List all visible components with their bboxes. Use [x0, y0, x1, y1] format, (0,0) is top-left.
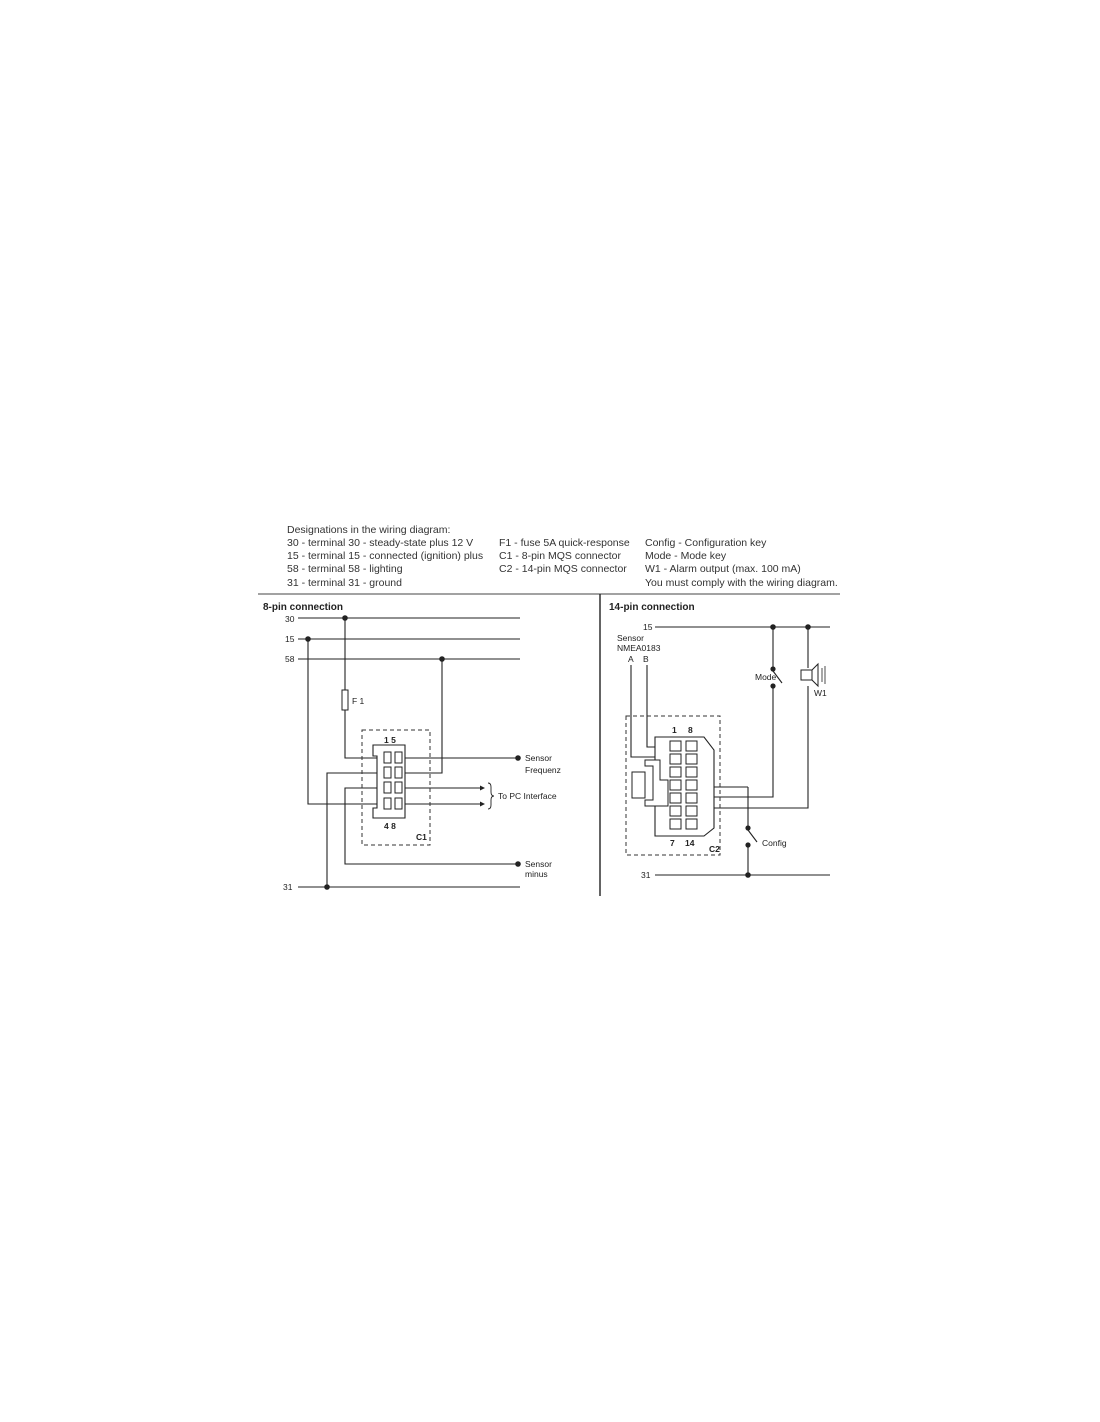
arrow-icon: [480, 786, 485, 791]
switch-contact: [745, 825, 750, 830]
pin: [395, 782, 402, 793]
sensor-frequenz-terminal: [515, 755, 521, 761]
legend-item: 31 - terminal 31 - ground: [287, 576, 402, 589]
legend-item: Config - Configuration key: [645, 537, 767, 549]
pin: [395, 767, 402, 778]
pin: [395, 798, 402, 809]
switch-contact: [770, 683, 775, 688]
w1-label: W1: [814, 688, 827, 698]
switch-contact: [770, 666, 775, 671]
legend-item: 30 - terminal 30 - steady-state plus 12 V: [287, 537, 474, 549]
left-terminal-58: 58: [285, 654, 295, 664]
sensor-pin-a: A: [628, 654, 634, 664]
legend-item: C2 - 14-pin MQS connector: [499, 563, 627, 576]
pin: [686, 806, 697, 816]
arrow-icon: [480, 802, 485, 807]
fuse-icon: [342, 690, 348, 710]
pin: [670, 780, 681, 790]
c2-pin-1: 1: [672, 725, 677, 735]
pin: [670, 793, 681, 803]
connector-c2-tab: [632, 772, 645, 798]
pin: [670, 767, 681, 777]
legend-title: Designations in the wiring diagram:: [287, 524, 451, 536]
connector-c2-label: C2: [709, 844, 720, 854]
c2-pin-8: 8: [688, 725, 693, 735]
pc-interface-label: To PC Interface: [498, 791, 557, 801]
legend-item: 58 - terminal 58 - lighting: [287, 563, 403, 576]
c1-pin-numbers-bottom: 4 8: [384, 821, 396, 831]
pin: [384, 782, 391, 793]
pin: [686, 767, 697, 777]
config-label: Config: [762, 838, 787, 848]
pin: [686, 780, 697, 790]
legend-item: C1 - 8-pin MQS connector: [499, 550, 621, 563]
left-heading: 8-pin connection: [263, 602, 343, 613]
left-terminal-31: 31: [283, 882, 293, 892]
sensor-frequenz-label-2: Frequenz: [525, 765, 561, 775]
legend-item: 15 - terminal 15 - connected (ignition) plus: [287, 550, 484, 563]
legend-item: F1 - fuse 5A quick-response: [499, 537, 630, 549]
pin: [686, 793, 697, 803]
sensor-minus-terminal: [515, 861, 521, 867]
pin: [384, 798, 391, 809]
left-terminal-15: 15: [285, 634, 295, 644]
pin: [670, 819, 681, 829]
pin: [686, 741, 697, 751]
connector-c1-label: C1: [416, 832, 427, 842]
pin: [670, 754, 681, 764]
sensor-frequenz-label-1: Sensor: [525, 753, 552, 763]
pin: [395, 752, 402, 763]
pin: [686, 819, 697, 829]
eight-pin-diagram: [263, 602, 561, 892]
right-heading: 14-pin connection: [609, 602, 695, 613]
sensor-label-2: NMEA0183: [617, 643, 661, 653]
legend-item: Mode - Mode key: [645, 550, 727, 563]
legend-item: W1 - Alarm output (max. 100 mA): [645, 563, 801, 576]
pin: [384, 752, 391, 763]
wire-sensor-a: [631, 665, 655, 757]
legend-item: You must comply with the wiring diagram.: [645, 576, 838, 589]
wire-sensor-b: [647, 665, 670, 747]
brace-icon: [488, 783, 494, 809]
c2-pin-7: 7: [670, 838, 675, 848]
right-terminal-31: 31: [641, 870, 651, 880]
pin: [686, 754, 697, 764]
wire-58-pin2: [400, 659, 442, 773]
sensor-label-1: Sensor: [617, 633, 644, 643]
right-terminal-15: 15: [643, 622, 653, 632]
pin: [384, 767, 391, 778]
switch-contact: [745, 842, 750, 847]
wire-15-pin4: [308, 639, 385, 804]
c2-pin-14: 14: [685, 838, 695, 848]
wire-31-pin2: [327, 773, 385, 887]
c1-pin-numbers-top: 1 5: [384, 735, 396, 745]
switch-icon: [748, 830, 757, 842]
left-terminal-30: 30: [285, 614, 295, 624]
pin: [670, 741, 681, 751]
sensor-pin-b: B: [643, 654, 649, 664]
fuse-label: F 1: [352, 696, 365, 706]
sensor-minus-label-2: minus: [525, 869, 548, 879]
fourteen-pin-diagram: [609, 602, 830, 880]
sensor-minus-label-1: Sensor: [525, 859, 552, 869]
speaker-icon: [801, 664, 825, 686]
pin: [670, 806, 681, 816]
mode-label: Mode: [755, 672, 777, 682]
